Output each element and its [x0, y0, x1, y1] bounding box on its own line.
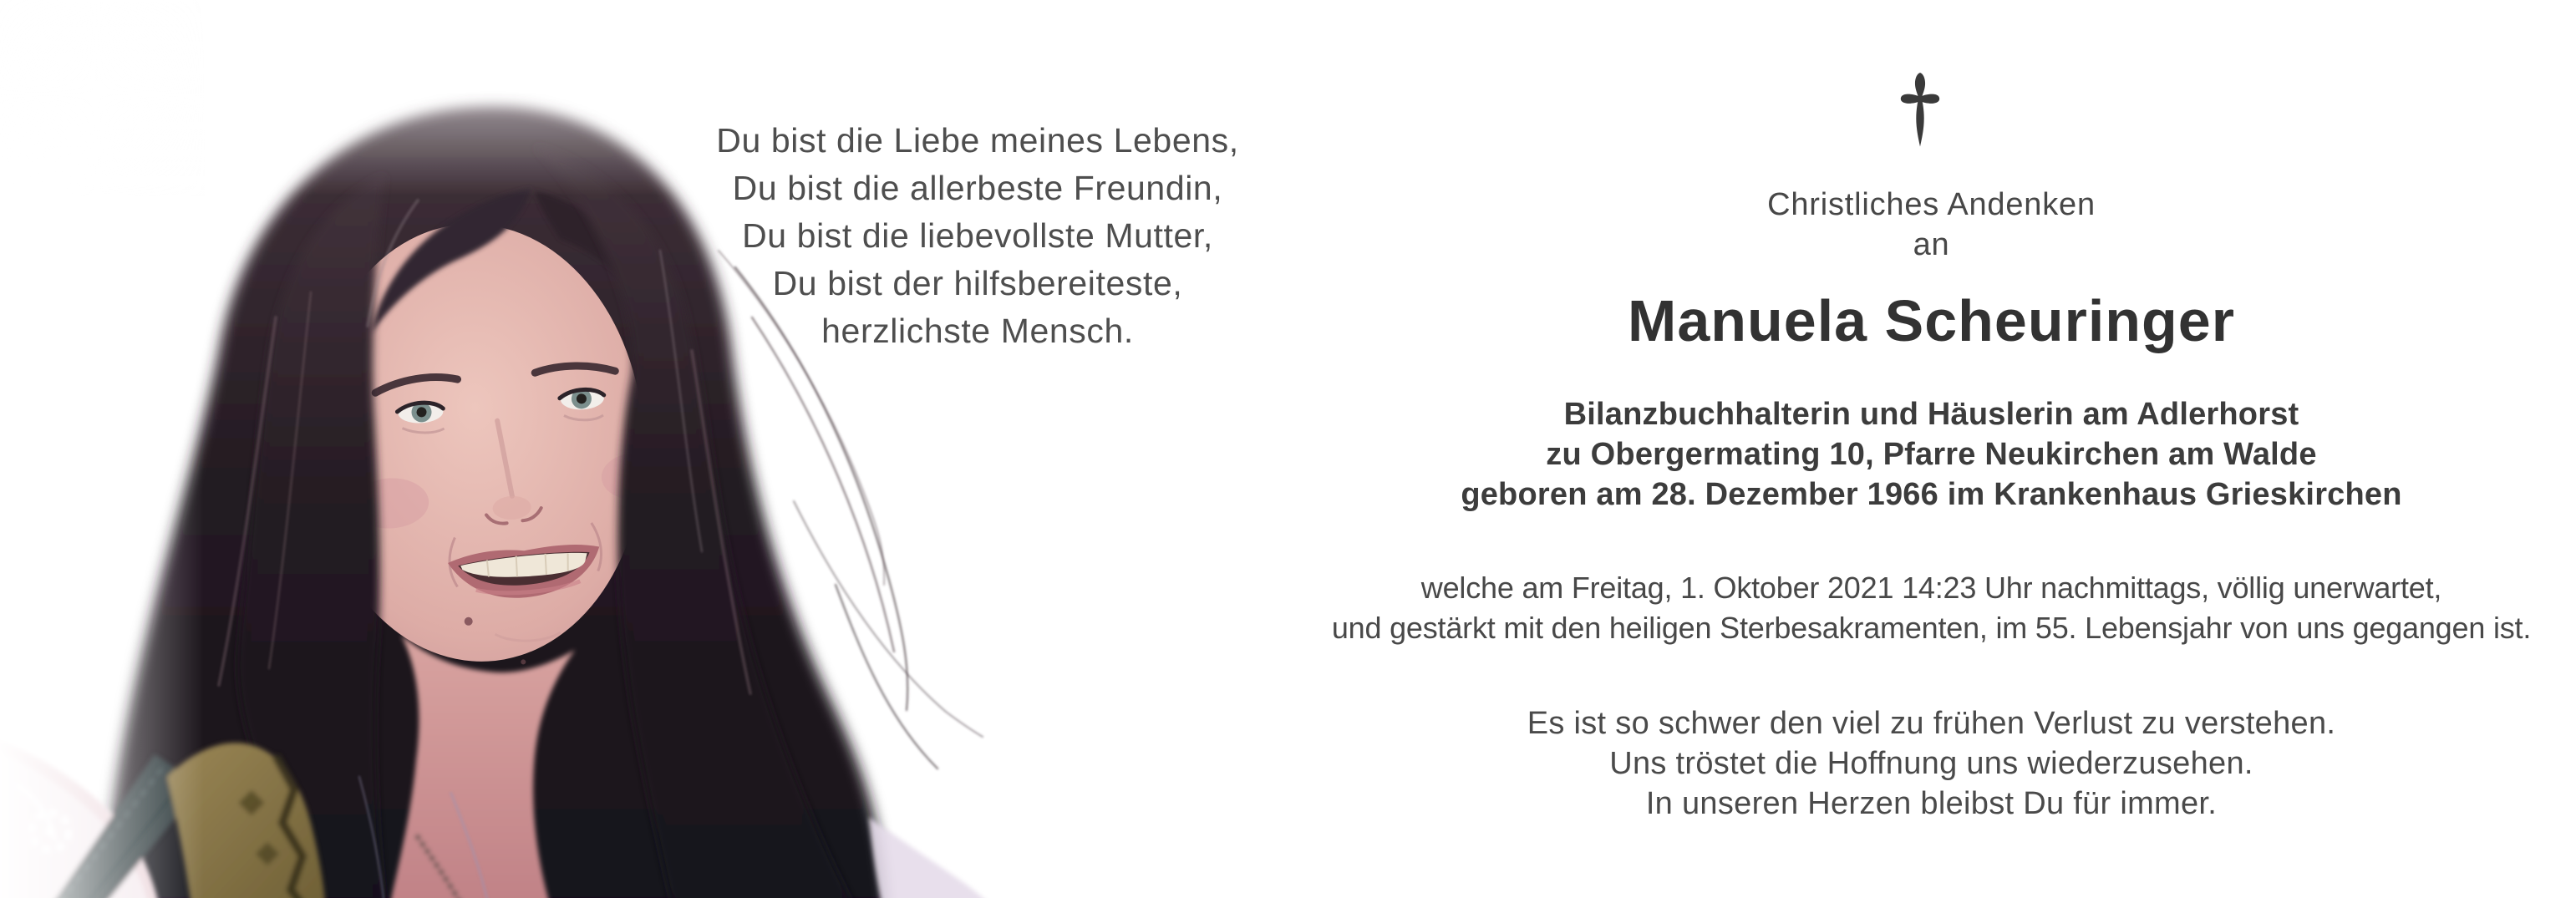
- life-details-line: zu Obergermating 10, Pfarre Neukirchen am Walde: [1546, 437, 2317, 472]
- poem: [706, 117, 1249, 355]
- poem-line: Du bist der hilfsbereiteste,: [772, 264, 1183, 302]
- death-notice: [1287, 568, 2576, 648]
- poem-line: herzlichste Mensch.: [821, 312, 1134, 350]
- deceased-name-text: Manuela Scheuringer: [1628, 288, 2235, 353]
- memorial-preposition: an: [1913, 227, 1950, 262]
- closing-verse-line: In unseren Herzen bleibst Du für immer.: [1645, 786, 2218, 821]
- blouse-right: [869, 817, 996, 898]
- closing-verse-line: Es ist so schwer den viel zu frühen Verlust zu verstehen.: [1527, 706, 2336, 741]
- poem-line: Du bist die Liebe meines Lebens,: [716, 121, 1239, 160]
- poem-line: Du bist die allerbeste Freundin,: [732, 169, 1223, 207]
- photo-fade-left: [0, 0, 205, 898]
- closing-verse-line: Uns tröstet die Hoffnung uns wiederzusehen.: [1609, 746, 2253, 781]
- deceased-name: [1287, 287, 2576, 354]
- death-notice-line: und gestärkt mit den heiligen Sterbesakramenten, im 55. Lebensjahr von uns gegangen ist.: [1331, 611, 2532, 645]
- life-details-line: Bilanzbuchhalterin und Häuslerin am Adlerhorst: [1563, 397, 2299, 432]
- life-details-line: geboren am 28. Dezember 1966 im Krankenhaus Grieskirchen: [1461, 477, 2402, 512]
- poem-line: Du bist die liebevollste Mutter,: [742, 216, 1213, 255]
- memorial-heading: Christliches Andenken: [1767, 187, 2096, 222]
- closing-verse: [1287, 703, 2576, 824]
- life-details: [1287, 394, 2576, 515]
- death-notice-line: welche am Freitag, 1. Oktober 2021 14:23 Uhr nachmittags, völlig unerwartet,: [1420, 571, 2442, 605]
- heading-block: [1287, 185, 2576, 265]
- memorial-cross-icon: [1898, 70, 1942, 150]
- cross-row: [1287, 70, 2576, 154]
